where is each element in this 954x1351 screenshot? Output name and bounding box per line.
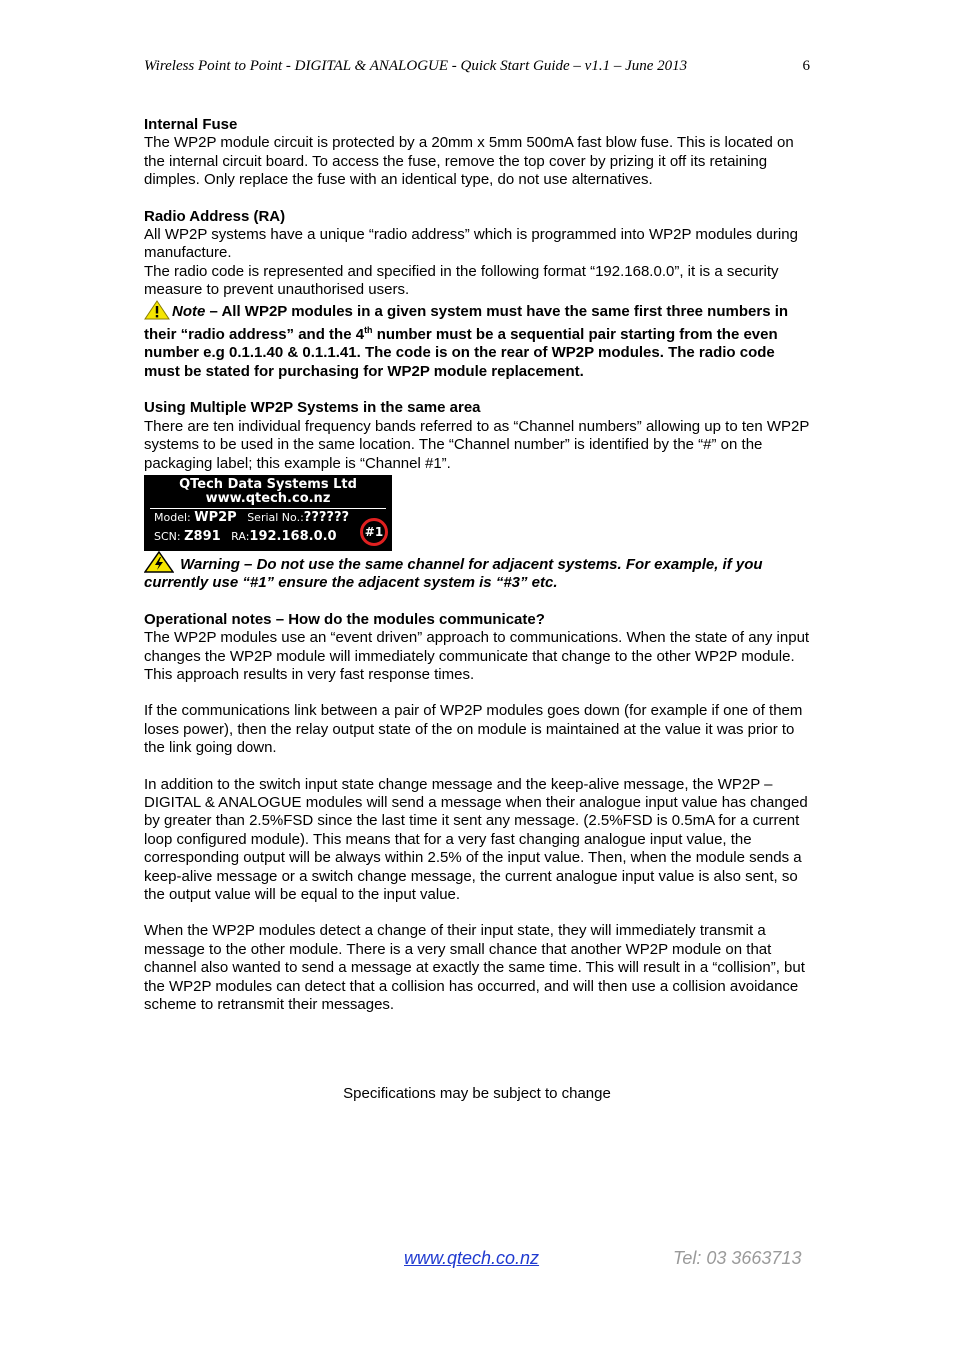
operational-paragraph-4: When the WP2P modules detect a change of their input state, they will immediately transmit a message to the other module. There is a very small chance that another WP2P module on that channel also wanted to send a message at exactly the same time. This will result in a “collision”, but the WP2P modules can detect that a collision has occurred, and will then use a collision avoidance scheme to retransmit their messages. [144, 922, 805, 1014]
radio-note [144, 300, 812, 382]
label-divider [150, 508, 386, 509]
label-scn-value: Z891 [184, 528, 221, 544]
label-scn-row [154, 529, 337, 545]
footer-website [404, 1248, 539, 1269]
website-link[interactable]: www.qtech.co.nz [404, 1248, 540, 1268]
label-model-value: WP2P [194, 509, 237, 525]
label-website: www.qtech.co.nz [205, 490, 331, 506]
footer-telephone: Tel: 03 3663713 [673, 1248, 802, 1268]
warning-triangle-icon [144, 300, 170, 320]
electrical-hazard-icon [144, 551, 174, 573]
fuse-paragraph: The WP2P module circuit is protected by a 20mm x 5mm 500mA fast blow fuse. This is located on the internal circuit board. To access the fuse, remove the top cover by prizing it off its retaining dimples. Only replace the fuse with an identical type, do not use alternatives. [144, 134, 794, 189]
radio-paragraph-2: The radio code is represented and specified in the following format “192.168.0.0”, it is a security measure to prevent unauthorised users. [144, 262, 779, 299]
heading-radio-address: Radio Address (RA) [144, 207, 286, 225]
heading-multiple-systems: Using Multiple WP2P Systems in the same area [144, 399, 481, 417]
note-text-post: number must be a sequential pair starting from the even number e.g 0.1.1.40 & 0.1.1.41. The code is on the rear of WP2P modules. The radio code must be stated for purchasing for WP2P module replacement. [144, 326, 778, 380]
specifications-note: Specifications may be subject to change [343, 1085, 611, 1102]
header-title: Wireless Point to Point - DIGITAL & ANALOGUE - Quick Start Guide – v1.1 – June 2013 [144, 58, 688, 74]
operational-paragraph-2: If the communications link between a pair of WP2P modules goes down (for example if one of them loses power), then the relay output state of the on module is maintained at the value it was prior to the link going down. [144, 702, 803, 757]
label-scn-key: SCN: [154, 529, 181, 543]
label-channel-circle: #1 [360, 518, 388, 546]
warning-text: Warning – Do not use the same channel for adjacent systems. For example, if you currently use “#1” ensure the adjacent system is “#3” etc. [144, 555, 763, 592]
label-serial-value: ?????? [303, 509, 350, 525]
packaging-label-image [144, 475, 392, 551]
multiple-paragraph: There are ten individual frequency bands referred to as “Channel numbers” allowing up to ten WP2P systems to be used in the same location. The “Channel number” is identified by the “#” on the packaging label; this example is “Channel #1”. [144, 417, 810, 472]
label-ra-value: 192.168.0.0 [249, 528, 337, 544]
operational-paragraph-3: In addition to the switch input state change message and the keep-alive message, the WP2P – DIGITAL & ANALOGUE modules will send a message when their analogue input value has changed by greater than 2.5%FSD since the last time it sent any message. (2.5%FSD is 0.5mA for a current loop configured module). This means that for a very fast changing analogue input value, the corresponding output will be always within 2.5% of the input value. Then, when the module sends a keep-alive message or a switch change message, the current analogue input value is also sent, so the output value will be equal to the input value. [144, 775, 808, 903]
radio-paragraph-1: All WP2P systems have a unique “radio address” which is programmed into WP2P modules during manufacture. [144, 226, 798, 262]
label-serial-key: Serial No.: [247, 510, 304, 524]
page-number: 6 [802, 58, 810, 74]
label-company: QTech Data Systems Ltd [179, 476, 357, 492]
channel-warning [144, 551, 812, 593]
heading-operational-notes: Operational notes – How do the modules communicate? [144, 610, 545, 628]
heading-internal-fuse: Internal Fuse [144, 116, 238, 133]
label-model-row [154, 510, 349, 526]
label-ra-key: RA: [231, 529, 250, 543]
operational-paragraph-1: The WP2P modules use an “event driven” approach to communications. When the state of any input changes the WP2P module will immediately communicate that change to the other WP2P module. This approach results in very fast response times. [144, 629, 810, 683]
page-header [144, 58, 810, 75]
note-text-pre: – All WP2P modules in a given system must have the same first three numbers in their “radio address” and the 4 [144, 302, 789, 344]
label-model-key: Model: [154, 510, 191, 524]
page-content [144, 116, 812, 1014]
note-label: Note [172, 302, 206, 320]
note-superscript: th [364, 325, 373, 336]
